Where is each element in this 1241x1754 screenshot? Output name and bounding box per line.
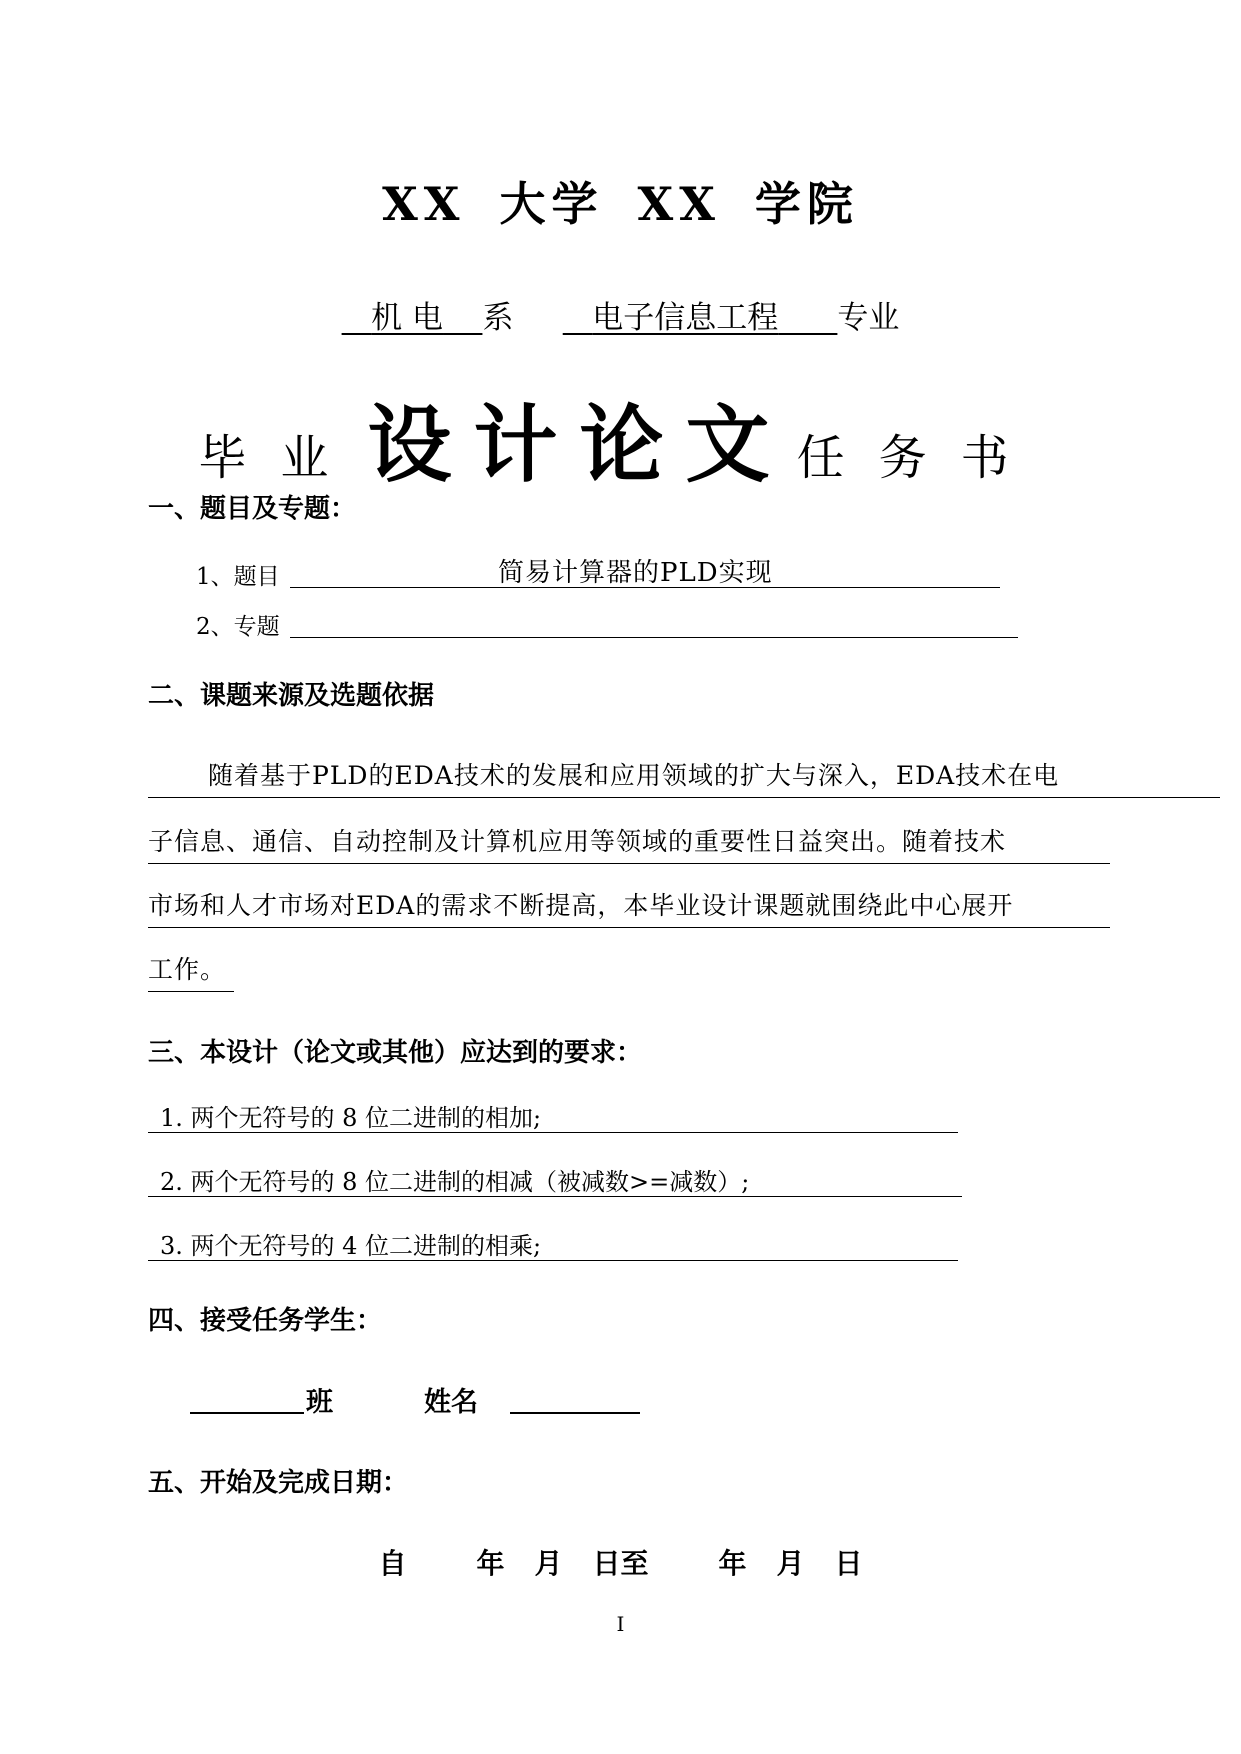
section-1-heading: 一、题目及专题： — [148, 494, 357, 524]
date-month-1: 月 — [534, 1547, 563, 1580]
date-from: 自 — [378, 1547, 407, 1580]
major-value: 电子信息工程 — [592, 300, 779, 336]
page-number: I — [616, 1612, 625, 1636]
date-range — [0, 1542, 1241, 1582]
school-name-part4: 学院 — [754, 177, 859, 231]
department-major-line — [0, 292, 1241, 337]
department-suffix: 系 — [482, 300, 514, 336]
school-name-part1: XX — [382, 177, 466, 231]
subtopic-label: 2、专题 — [196, 614, 280, 640]
paragraph-line-4: 工作。 — [148, 950, 234, 986]
department-value: 机 电 — [371, 300, 444, 336]
title-suffix: 任务书 — [796, 430, 1043, 486]
school-name — [0, 168, 1241, 234]
document-title — [0, 378, 1241, 499]
requirement-1: 1. 两个无符号的 8 位二进制的相加; — [148, 1098, 958, 1133]
school-name-part3: XX — [637, 177, 721, 231]
date-month-2: 月 — [776, 1547, 805, 1580]
class-label: 班 — [306, 1387, 333, 1418]
paragraph-line-3: 市场和人才市场对EDA的需求不断提高，本毕业设计课题就围绕此中心展开 — [148, 886, 1110, 922]
requirement-2: 2. 两个无符号的 8 位二进制的相减（被减数>=减数）; — [148, 1162, 962, 1197]
section-2-heading: 二、课题来源及选题依据 — [148, 681, 435, 711]
topic-label: 1、题目 — [196, 564, 280, 590]
section-4-heading: 四、接受任务学生： — [148, 1306, 383, 1336]
date-day-2: 日 — [834, 1547, 863, 1580]
section-5-heading: 五、开始及完成日期： — [148, 1468, 409, 1498]
subtopic-underline — [290, 607, 1018, 638]
date-year-2: 年 — [718, 1547, 747, 1580]
major-suffix: 专业 — [837, 300, 900, 336]
paragraph-line-1: 随着基于PLD的EDA技术的发展和应用领域的扩大与深入，EDA技术在电 — [148, 756, 1220, 792]
section-3-heading: 三、本设计（论文或其他）应达到的要求： — [148, 1038, 643, 1068]
topic-value: 简易计算器的PLD实现 — [498, 558, 773, 588]
date-year-1: 年 — [476, 1547, 505, 1580]
name-underline — [510, 1384, 640, 1414]
title-prefix: 毕业 — [198, 430, 363, 486]
paragraph-line-2: 子信息、通信、自动控制及计算机应用等领域的重要性日益突出。随着技术 — [148, 822, 1110, 858]
title-main: 设计论文 — [367, 396, 792, 494]
class-underline — [190, 1384, 304, 1414]
date-day-to: 日至 — [592, 1547, 649, 1580]
school-name-part2: 大学 — [499, 177, 604, 231]
requirement-3: 3. 两个无符号的 4 位二进制的相乘; — [148, 1226, 958, 1261]
name-label: 姓名 — [424, 1387, 478, 1418]
